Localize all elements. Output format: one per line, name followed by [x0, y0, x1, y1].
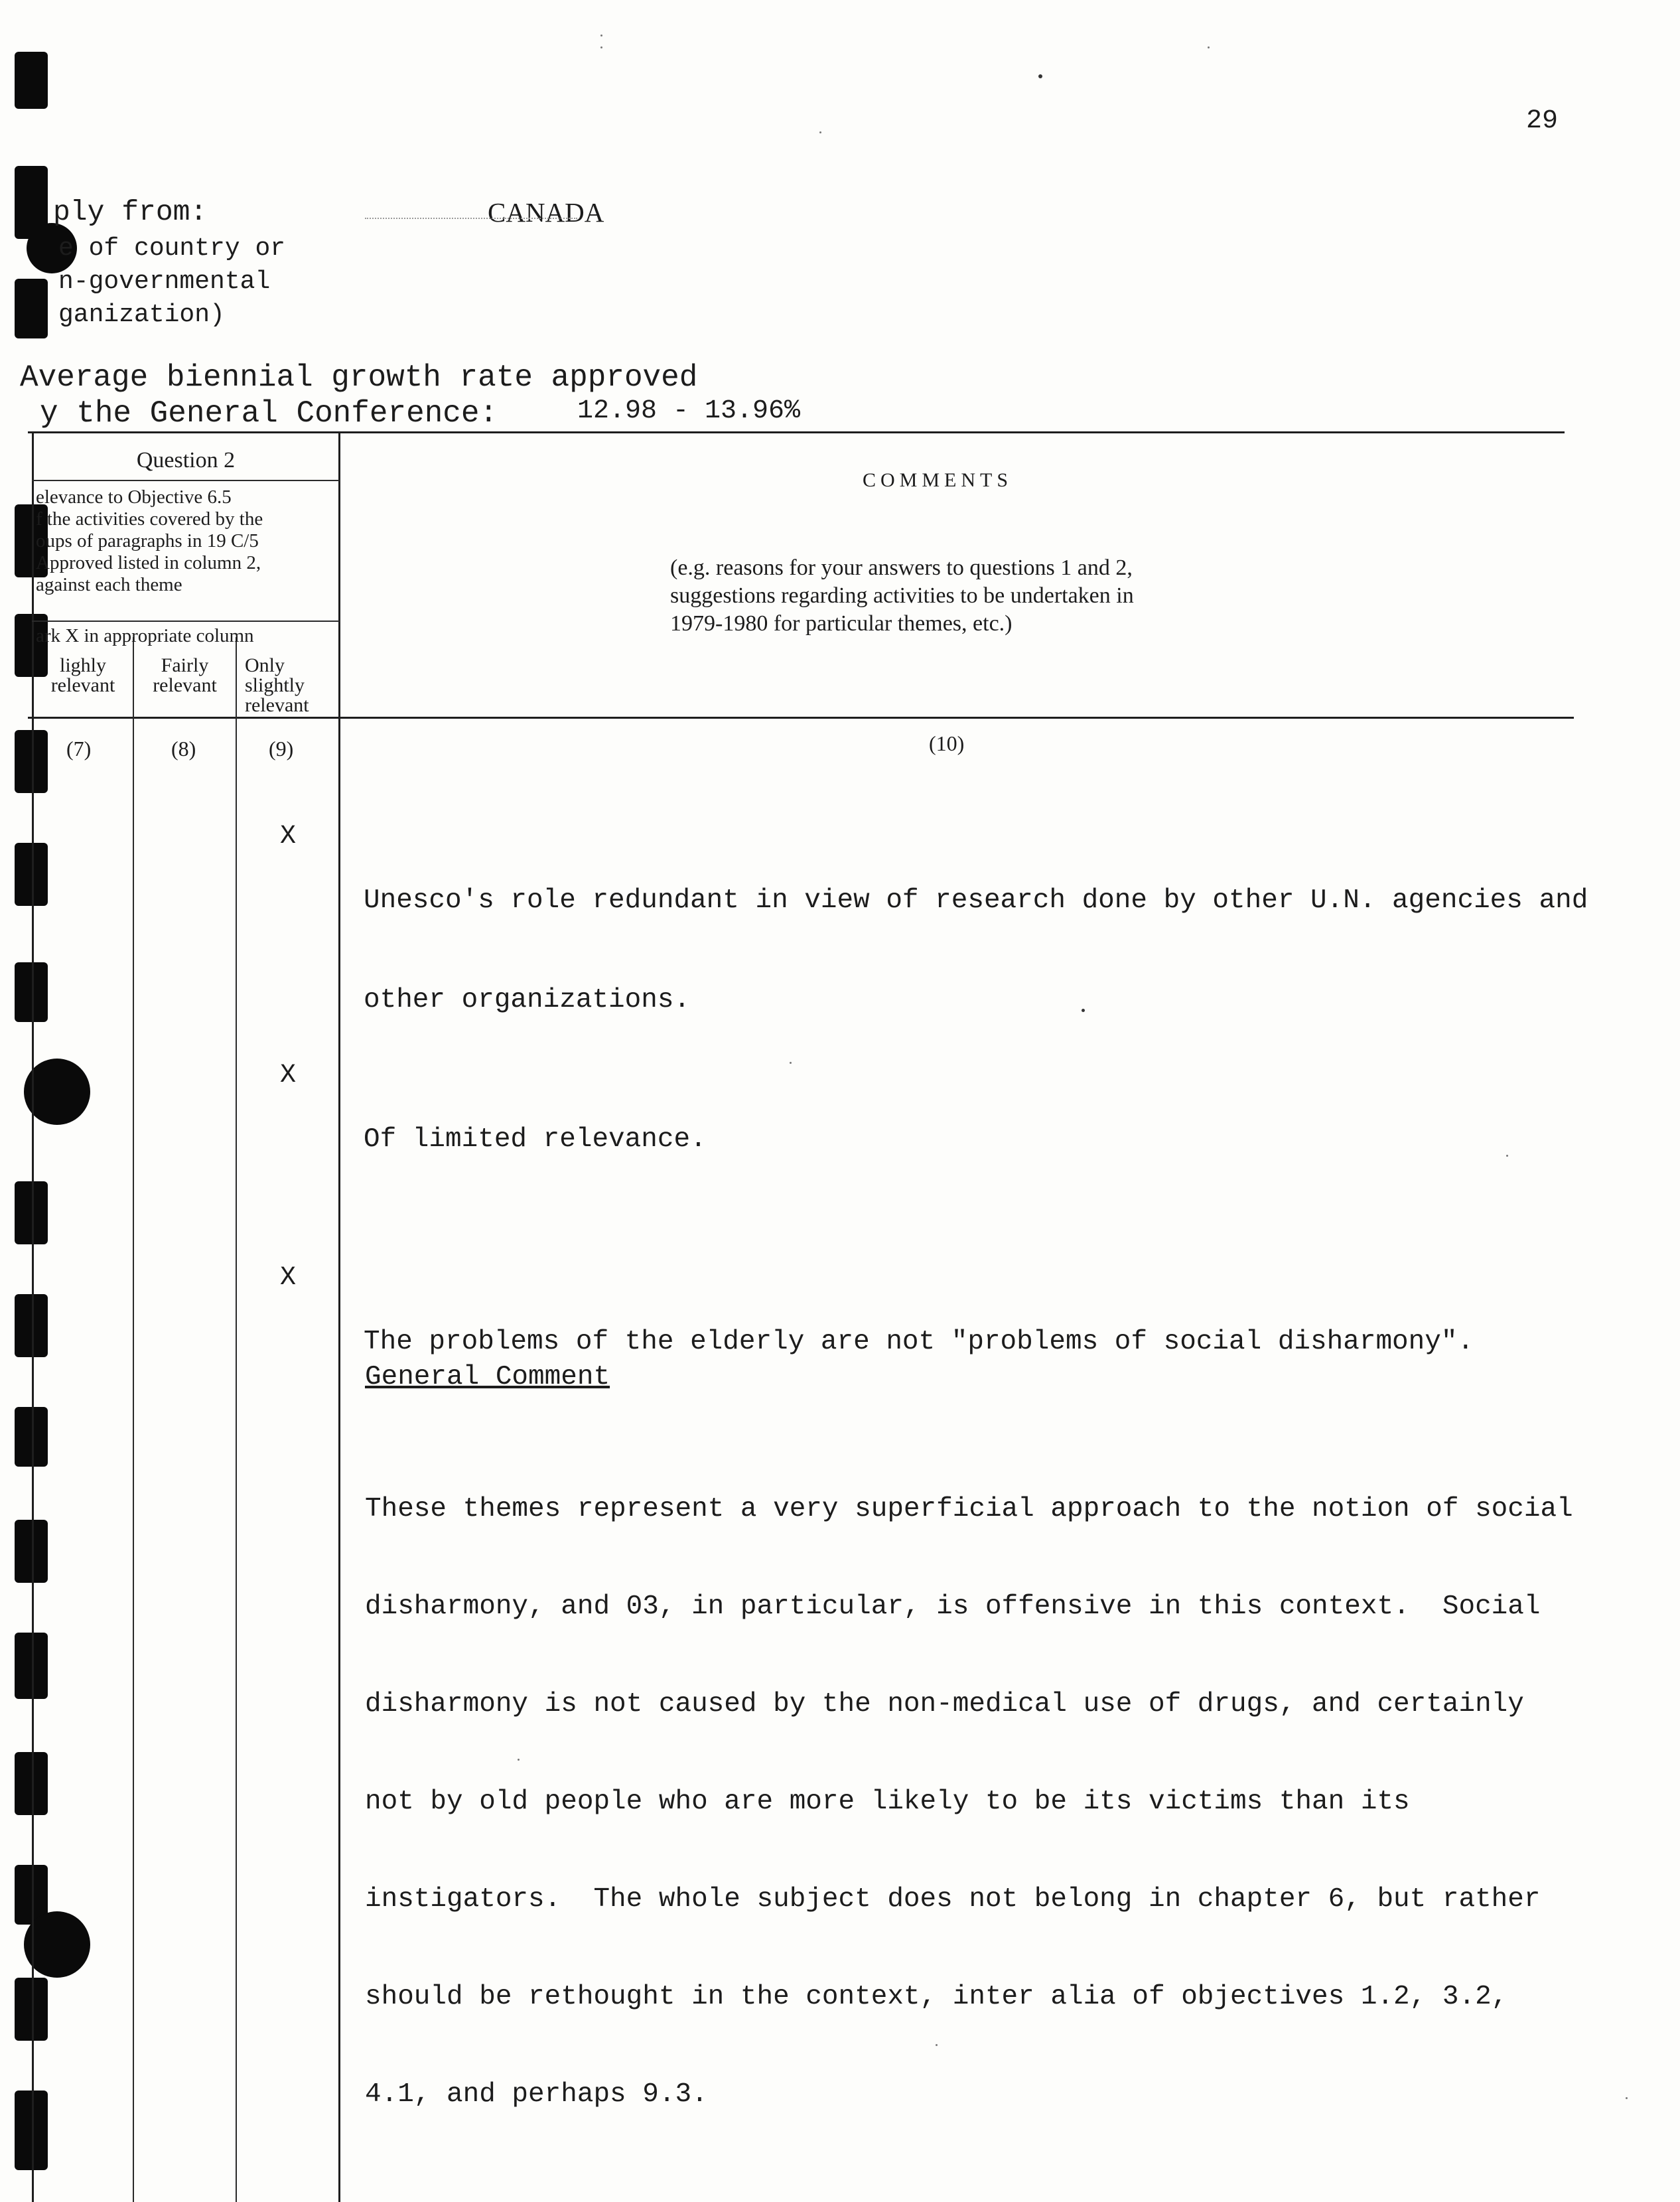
table-left-border: [32, 431, 34, 2202]
col-fairly-relevant-heading: [134, 656, 236, 696]
row2-comment-line-1: Of limited relevance.: [364, 1124, 707, 1155]
col8-divider: [236, 637, 237, 2202]
general-comment-line-7: 4.1, and perhaps 9.3.: [365, 2079, 708, 2110]
hint-line-2: n-governmental: [58, 267, 271, 296]
general-comment-body: [365, 1428, 1573, 2144]
page-number: 29: [1526, 106, 1559, 136]
row2-comment: [364, 1057, 707, 1189]
col-number-8: (8): [171, 737, 196, 761]
col-number-10: (10): [929, 731, 965, 755]
row3-only-slightly-mark: X: [280, 1263, 297, 1293]
general-comment-line-2: disharmony, and 03, in particular, is offensive in this context. Social: [365, 1591, 1541, 1622]
general-comment-line-3: disharmony is not caused by the non-medical use of drugs, and certainly: [365, 1689, 1524, 1720]
col-highly-line-1: lighly: [59, 654, 106, 676]
general-comment-line-6: should be rethought in the context, inter alia of objectives 1.2, 3.2,: [365, 1982, 1508, 2012]
comments-hint-line-1: (e.g. reasons for your answers to questions 1 and 2,: [670, 555, 1133, 580]
general-comment-line-5: instigators. The whole subject does not belong in chapter 6, but rather: [365, 1884, 1541, 1915]
col-only-line-2: slightly: [245, 674, 305, 696]
general-comment-heading: General Comment: [365, 1362, 610, 1392]
hint-line-1: e of country or: [58, 234, 286, 263]
relevance-line-4: Approved listed in column 2,: [36, 552, 261, 573]
col7-divider: [133, 637, 134, 2202]
relevance-line-1: elevance to Objective 6.5: [36, 486, 232, 508]
col-only-line-1: Only: [245, 654, 285, 676]
relevance-line-5: against each theme: [36, 574, 182, 595]
question-title: Question 2: [136, 448, 236, 473]
mark-instruction: ark X in appropriate column: [36, 625, 254, 646]
row1-only-slightly-mark: X: [280, 822, 297, 851]
growth-rate-value: 12.98 - 13.96%: [577, 396, 801, 426]
col-highly-line-2: relevant: [50, 674, 115, 696]
col-fairly-line-2: relevant: [153, 674, 217, 696]
col-only-line-3: relevant: [245, 694, 309, 716]
col-only-slightly-heading: [237, 656, 338, 715]
relevance-line-2: f the activities covered by the: [36, 508, 263, 530]
col-number-9: (9): [269, 737, 294, 761]
col-number-7: (7): [66, 737, 92, 761]
row1-comment-line-1: Unesco's role redundant in view of research done by other U.N. agencies and: [364, 885, 1588, 916]
row2-only-slightly-mark: X: [280, 1061, 297, 1090]
row3-comment-line-1: The problems of the elderly are not "problems of social disharmony".: [364, 1327, 1474, 1357]
relevance-description: [36, 486, 338, 596]
row1-comment: [364, 818, 1588, 1050]
col-highly-relevant-heading: [33, 656, 133, 696]
country-name: CANADA: [488, 197, 604, 228]
comments-hint: [670, 554, 1134, 638]
reply-from-label: ply from:: [53, 196, 208, 228]
general-comment-line-4: not by old people who are more likely to be its victims than its: [365, 1787, 1410, 1817]
question-title-rule: [32, 480, 340, 481]
hint-line-3: ganization): [58, 301, 225, 329]
growth-rate-line1: Average biennial growth rate approved: [20, 360, 698, 395]
growth-rate-line2: y the General Conference:: [40, 396, 498, 431]
comments-column-divider: [338, 431, 340, 2202]
col-fairly-line-1: Fairly: [161, 654, 209, 676]
general-comment-line-1: These themes represent a very superficial approach to the notion of social: [365, 1494, 1573, 1524]
row1-comment-line-2: other organizations.: [364, 985, 691, 1015]
relevance-rule: [32, 621, 340, 622]
table-top-rule: [28, 431, 1565, 433]
comments-hint-line-3: 1979-1980 for particular themes, etc.): [670, 611, 1013, 636]
comments-hint-line-2: suggestions regarding activities to be undertaken in: [670, 583, 1134, 608]
reply-from-hint: [58, 232, 285, 332]
comments-heading: COMMENTS: [863, 469, 1013, 491]
country-dotted-line: [365, 218, 577, 219]
relevance-line-3: oups of paragraphs in 19 C/5: [36, 530, 259, 551]
table-header-rule: [28, 717, 1574, 719]
